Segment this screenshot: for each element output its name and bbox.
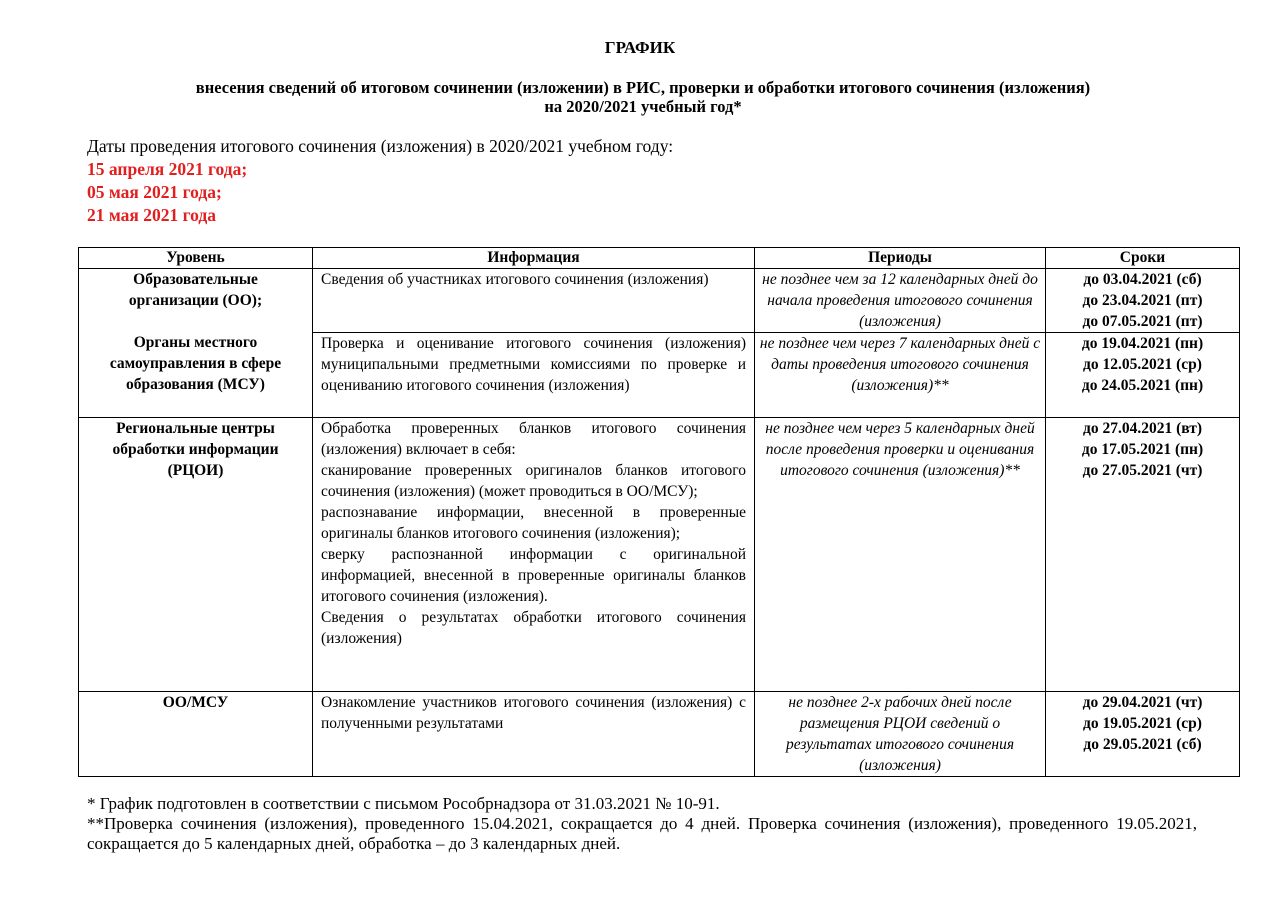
info-cell (313, 418, 755, 692)
schedule-table (78, 247, 1240, 777)
footnotes (87, 794, 1197, 854)
term-date: до 07.05.2021 (пт) (1082, 313, 1203, 330)
info-item: распознавание информации, внесенной в проверенные оригиналы бланков итогового сочинения (изложения); (321, 504, 746, 542)
footnote-1: * График подготовлен в соответствии с письмом Рособрнадзора от 31.03.2021 № 10-91. (87, 794, 720, 813)
document-subtitle (80, 78, 1206, 116)
period-cell: не позднее чем за 12 календарных дней до начала проведения итогового сочинения (изложения) (755, 269, 1046, 333)
header-level: Уровень (79, 248, 313, 269)
term-date: до 29.05.2021 (сб) (1083, 736, 1202, 753)
term-date: до 12.05.2021 (ср) (1083, 356, 1202, 373)
level-msu: Органы местного самоуправления в сфере образования (МСУ) (109, 334, 282, 393)
info-cell: Сведения об участниках итогового сочинения (изложения) (313, 269, 755, 333)
table-row (79, 692, 1240, 777)
level-oo: Образовательные организации (ОО); (128, 271, 263, 309)
footnote-2: **Проверка сочинения (изложения), проведенного 15.04.2021, сокращается до 4 дней. Проверка сочинения (изложения), проведенного 19.05.2021, сокращается до 5 календарных дней, обработка – до 3 календарных дней. (87, 814, 1197, 853)
term-date: до 24.05.2021 (пн) (1081, 377, 1204, 394)
terms-cell (1046, 333, 1240, 418)
info-cell: Ознакомление участников итогового сочинения (изложения) с полученными результатами (313, 692, 755, 777)
term-date: до 19.04.2021 (пн) (1081, 335, 1204, 352)
term-date: до 29.04.2021 (чт) (1082, 694, 1203, 711)
header-terms: Сроки (1046, 248, 1240, 269)
period-cell: не позднее чем через 7 календарных дней с даты проведения итогового сочинения (изложения)** (755, 333, 1046, 418)
subtitle-line-2: на 2020/2021 учебный год* (544, 97, 742, 116)
header-periods: Периоды (755, 248, 1046, 269)
exam-date: 21 мая 2021 года (87, 205, 217, 225)
table-header-row (79, 248, 1240, 269)
info-item: Сведения о результатах обработки итогового сочинения (изложения) (321, 609, 746, 647)
exam-date: 15 апреля 2021 года; (87, 159, 248, 179)
info-item: Обработка проверенных бланков итогового сочинения (изложения) включает в себя: (321, 420, 746, 458)
level-cell: Региональные центры обработки информации (РЦОИ) (79, 418, 313, 692)
terms-cell (1046, 692, 1240, 777)
document-title: ГРАФИК (604, 38, 676, 57)
term-date: до 27.04.2021 (вт) (1082, 420, 1202, 437)
level-cell (79, 269, 313, 418)
period-cell: не позднее чем через 5 календарных дней после проведения проверки и оценивания итогового сочинения (изложения)** (755, 418, 1046, 692)
exam-date: 05 мая 2021 года; (87, 182, 222, 202)
terms-cell (1046, 269, 1240, 333)
info-item: сканирование проверенных оригиналов бланков итогового сочинения (изложения) (может проводиться в ОО/МСУ); (321, 462, 746, 500)
info-cell: Проверка и оценивание итогового сочинения (изложения) муниципальными предметными комиссиями по проверке и оцениванию итогового сочинения (изложения) (313, 333, 755, 418)
term-date: до 19.05.2021 (ср) (1083, 715, 1202, 732)
period-cell: не позднее 2-х рабочих дней после размещения РЦОИ сведений о результатах итогового сочинения (изложения) (755, 692, 1046, 777)
term-date: до 17.05.2021 (пн) (1081, 441, 1204, 458)
subtitle-line-1: внесения сведений об итоговом сочинении (изложении) в РИС, проверки и обработки итогового сочинения (изложения) (195, 78, 1091, 97)
level-cell: ОО/МСУ (79, 692, 313, 777)
info-item: сверку распознанной информации с оригинальной информацией, внесенной в проверенные оригиналы бланков итогового сочинения (изложения). (321, 546, 746, 605)
table-row (79, 269, 1240, 333)
header-info: Информация (313, 248, 755, 269)
term-date: до 27.05.2021 (чт) (1082, 462, 1203, 479)
term-date: до 23.04.2021 (пт) (1082, 292, 1203, 309)
term-date: до 03.04.2021 (сб) (1083, 271, 1202, 288)
dates-intro: Даты проведения итогового сочинения (изложения) в 2020/2021 учебном году: (87, 136, 674, 156)
terms-cell (1046, 418, 1240, 692)
table-row (79, 418, 1240, 692)
